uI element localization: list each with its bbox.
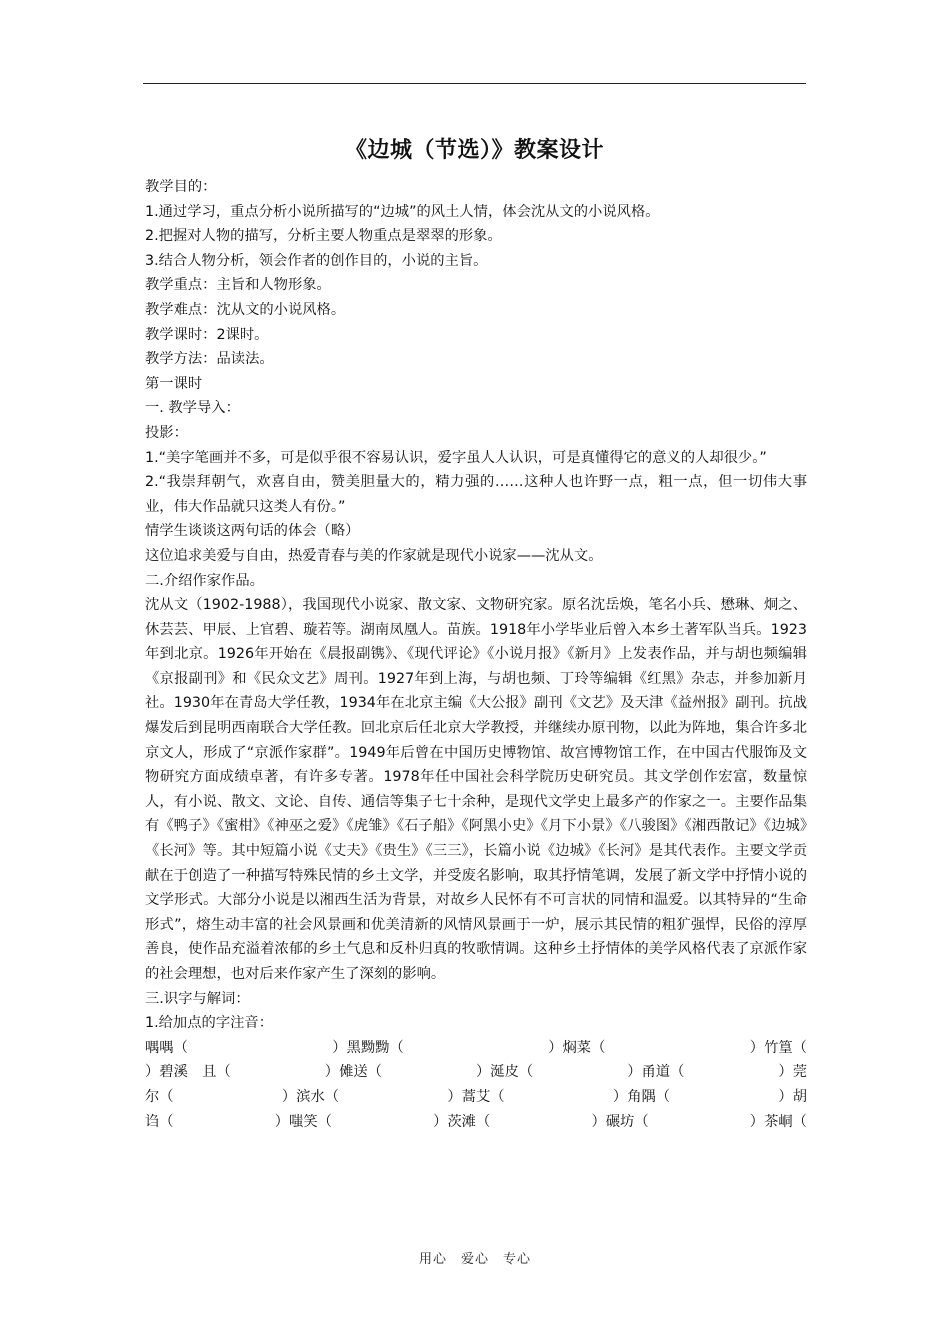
paragraph: 教学目的： — [145, 179, 217, 195]
paragraph: 2.把握对人物的描写，分析主要人物重点是翠翠的形象。 — [145, 228, 502, 245]
paragraph: 教学课时：2课时。 — [145, 326, 269, 343]
blank-item: ）茨滩（ — [433, 1113, 491, 1130]
paragraph: 一. 教学导入： — [145, 400, 240, 417]
blank-item: ）莞 — [778, 1064, 807, 1081]
blank-item: 喁喁（ — [145, 1039, 188, 1056]
blank-item: 尔（ — [145, 1088, 174, 1105]
paragraph: 3.结合人物分析，领会作者的创作目的，小说的主旨。 — [145, 252, 488, 269]
paragraph: 投影： — [145, 424, 188, 441]
blank-item: ）滨水（ — [281, 1088, 340, 1105]
document-body — [145, 175, 807, 1134]
blank-item: ）傩送（ — [324, 1064, 382, 1081]
blank-item: ）黑黝黝（ — [332, 1039, 404, 1056]
paragraph: 二.介绍作家作品。 — [145, 572, 264, 589]
blank-item: ）涎皮（ — [476, 1064, 534, 1081]
paragraph: 2.“我崇拜朝气，欢喜自由，赞美胆量大的，精力强的……这种人也许野一点，粗一点，但一切伟大事业，伟大作品就只这类人有份。” — [145, 474, 807, 515]
paragraph: 1.通过学习，重点分析小说所描写的“边城”的风土人情，体会沈从文的小说风格。 — [145, 203, 660, 220]
blank-item: ）焖菜（ — [548, 1039, 606, 1056]
blank-item: ）蒿艾（ — [447, 1088, 505, 1105]
pinyin-blank-row — [145, 1036, 807, 1061]
paragraph: 这位追求美爱与自由，热爱青春与美的作家就是现代小说家——沈从文。 — [145, 547, 603, 564]
paragraph: 第一课时 — [145, 375, 203, 392]
paragraph: 教学难点：沈从文的小说风格。 — [145, 301, 346, 318]
pinyin-blank-row — [145, 1110, 807, 1135]
blank-item: ）碾坊（ — [591, 1113, 649, 1130]
blank-item: ）甬道（ — [627, 1064, 685, 1081]
blank-item: ）茶峒（ — [749, 1113, 807, 1130]
blank-item: ）角隅（ — [612, 1088, 671, 1105]
paragraph: 1.“美字笔画并不多，可是似乎很不容易认识，爱字虽人人认识，可是真懂得它的意义的人却很少。” — [145, 449, 767, 466]
paragraph: 教学方法：品读法。 — [145, 351, 274, 368]
document-title: 《边城（节选）》教案设计 — [344, 138, 604, 163]
paragraph: 情学生谈谈这两句话的体会（略） — [145, 523, 360, 540]
author-bio-paragraph: 沈从文（1902-1988），我国现代小说家、散文家、文物研究家。原名沈岳焕，笔名小兵、懋琳、炯之、休芸芸、甲辰、上官碧、璇若等。湖南凤凰人。苗族。1918年小学毕业后曾入本乡土著军队当兵。1923年到北京。1926年开始在《晨报副镌》、《现代评论》《小说月报》《新月》上发表作品，并与胡也频编辑《京报副刊》和《民众文艺》周刊。1927年到上海，与胡也频、丁玲等编辑《红黑》杂志，并参加新月社。1930年在青岛大学任教，1934年在北京主编《大公报》副刊《文艺》及天津《益州报》副刊。抗战爆发后到昆明西南联合大学任教。回北京后任北京大学教授，并继续办原刊物，以此为阵地，集合许多北京文人，形成了“京派作家群”。1949年后曾在中国历史博物馆、故宫博物馆工作，在中国古代服饰及文物研究方面成绩卓著，有许多专著。1978年任中国社会科学院历史研究员。其文学创作宏富，数量惊人，有小说、散文、文论、自传、通信等集子七十余种，是现代文学史上最多产的作家之一。主要作品集有《鸭子》《蜜柑》《神巫之爱》《虎雏》《石子船》《阿黑小史》《月下小景》《八骏图》《湘西散记》《边城》《长河》等。其中短篇小说《丈夫》《贵生》《三三》，长篇小说《边城》《长河》是其代表作。主要文学贡献在于创造了一种描写特殊民情的乡土文学，并受废名影响，取其抒情笔调，发展了新文学中抒情小说的文学形式。大部分小说是以湘西生活为背景，对故乡人民怀有不可言状的同情和温爱。以其特异的“生命形式”，熔生动丰富的社会风景画和优美清新的风情风景画于一炉，展示其民情的粗犷强悍，民俗的淳厚善良，使作品充溢着浓郁的乡土气息和反朴归真的牧歌情调。这种乡土抒情体的美学风格代表了京派作家的社会理想，也对后来作家产生了深刻的影响。 — [145, 597, 807, 982]
page-footer: 用心 爱心 专心 — [418, 1252, 531, 1267]
pinyin-blank-row — [145, 1085, 807, 1110]
blank-item: 诌（ — [145, 1113, 174, 1130]
paragraph: 1.给加点的字注音： — [145, 1015, 274, 1032]
paragraph: 三.识字与解词： — [145, 990, 250, 1007]
blank-item: ）胡 — [778, 1088, 807, 1105]
pinyin-blank-row — [145, 1060, 807, 1085]
paragraph: 教学重点：主旨和人物形象。 — [145, 277, 331, 294]
header-rule — [143, 83, 806, 84]
blank-item: ）碧溪 且（ — [145, 1064, 231, 1081]
blank-item: ）竹篁（ — [749, 1039, 807, 1056]
blank-item: ）嗤笑（ — [274, 1113, 332, 1130]
